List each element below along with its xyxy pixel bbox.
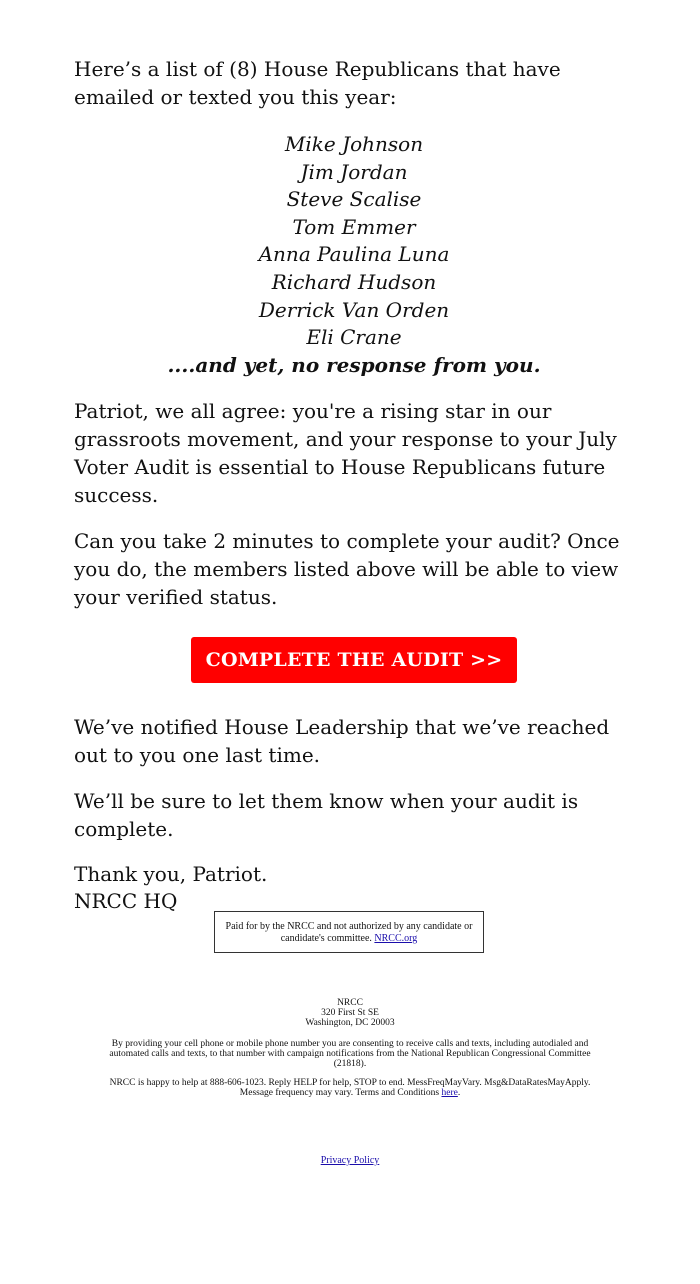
- notified-paragraph: We’ve notified House Leadership that we’ve reached out to you one last time.: [74, 715, 610, 768]
- terms-here-link[interactable]: here: [441, 1088, 458, 1098]
- name-item: Tom Emmer: [292, 214, 416, 239]
- name-item: Richard Hudson: [271, 269, 437, 294]
- help-notice: NRCC is happy to help at 888-606-1023. Reply HELP for help, STOP to end. MessFreqMayVary. Msg&DataRatesMayApply. Message frequency may vary. Terms and Conditions here.: [109, 1078, 591, 1098]
- sure-paragraph: We’ll be sure to let them know when your audit is complete.: [74, 789, 579, 842]
- email-body: [74, 55, 634, 915]
- privacy-footer: [0, 1155, 700, 1166]
- address-street: 320 First St SE: [321, 1008, 379, 1018]
- name-item: Steve Scalise: [286, 187, 422, 212]
- complete-audit-button[interactable]: COMPLETE THE AUDIT >>: [191, 637, 517, 683]
- consent-notice: By providing your cell phone or mobile phone number you are consenting to receive calls and texts, including autodialed and automated calls and texts, to that number with campaign notifications from the National Republican Congressional Committee (21818).: [109, 1039, 591, 1069]
- paid-for-disclaimer: [214, 911, 484, 953]
- name-item: Anna Paulina Luna: [258, 242, 450, 267]
- name-item: Mike Johnson: [284, 132, 424, 156]
- name-item: Derrick Van Orden: [258, 297, 450, 322]
- signoff-sender: NRCC HQ: [74, 889, 178, 914]
- nrcc-org-link[interactable]: NRCC.org: [374, 933, 418, 944]
- name-item: Jim Jordan: [300, 159, 408, 184]
- signoff-thanks: Thank you, Patriot.: [74, 862, 268, 887]
- name-item: Eli Crane: [306, 325, 402, 350]
- ask-paragraph: Can you take 2 minutes to complete your audit? Once you do, the members listed above will be able to view your verified status.: [74, 529, 620, 610]
- names-closer: ....and yet, no response from you.: [167, 352, 541, 377]
- intro-paragraph: Here’s a list of (8) House Republicans that have emailed or texted you this year:: [74, 57, 561, 109]
- help-text: NRCC is happy to help at 888-606-1023. Reply HELP for help, STOP to end. MessFreqMayVary. Msg&DataRatesMayApply. Message frequency may vary. Terms and Conditions: [109, 1078, 591, 1098]
- paid-for-text: Paid for by the NRCC and not authorized by any candidate or candidate's committee.: [225, 921, 473, 944]
- republican-names-list: [74, 131, 634, 379]
- address-city: Washington, DC 20003: [305, 1018, 395, 1028]
- patriot-paragraph: Patriot, we all agree: you're a rising star in our grassroots movement, and your response to your July Voter Audit is essential to House Republicans future success.: [74, 399, 617, 508]
- mailing-address: [98, 998, 602, 1028]
- cta-container: [74, 637, 634, 683]
- address-org: NRCC: [337, 998, 363, 1008]
- privacy-policy-link[interactable]: Privacy Policy: [320, 1155, 380, 1166]
